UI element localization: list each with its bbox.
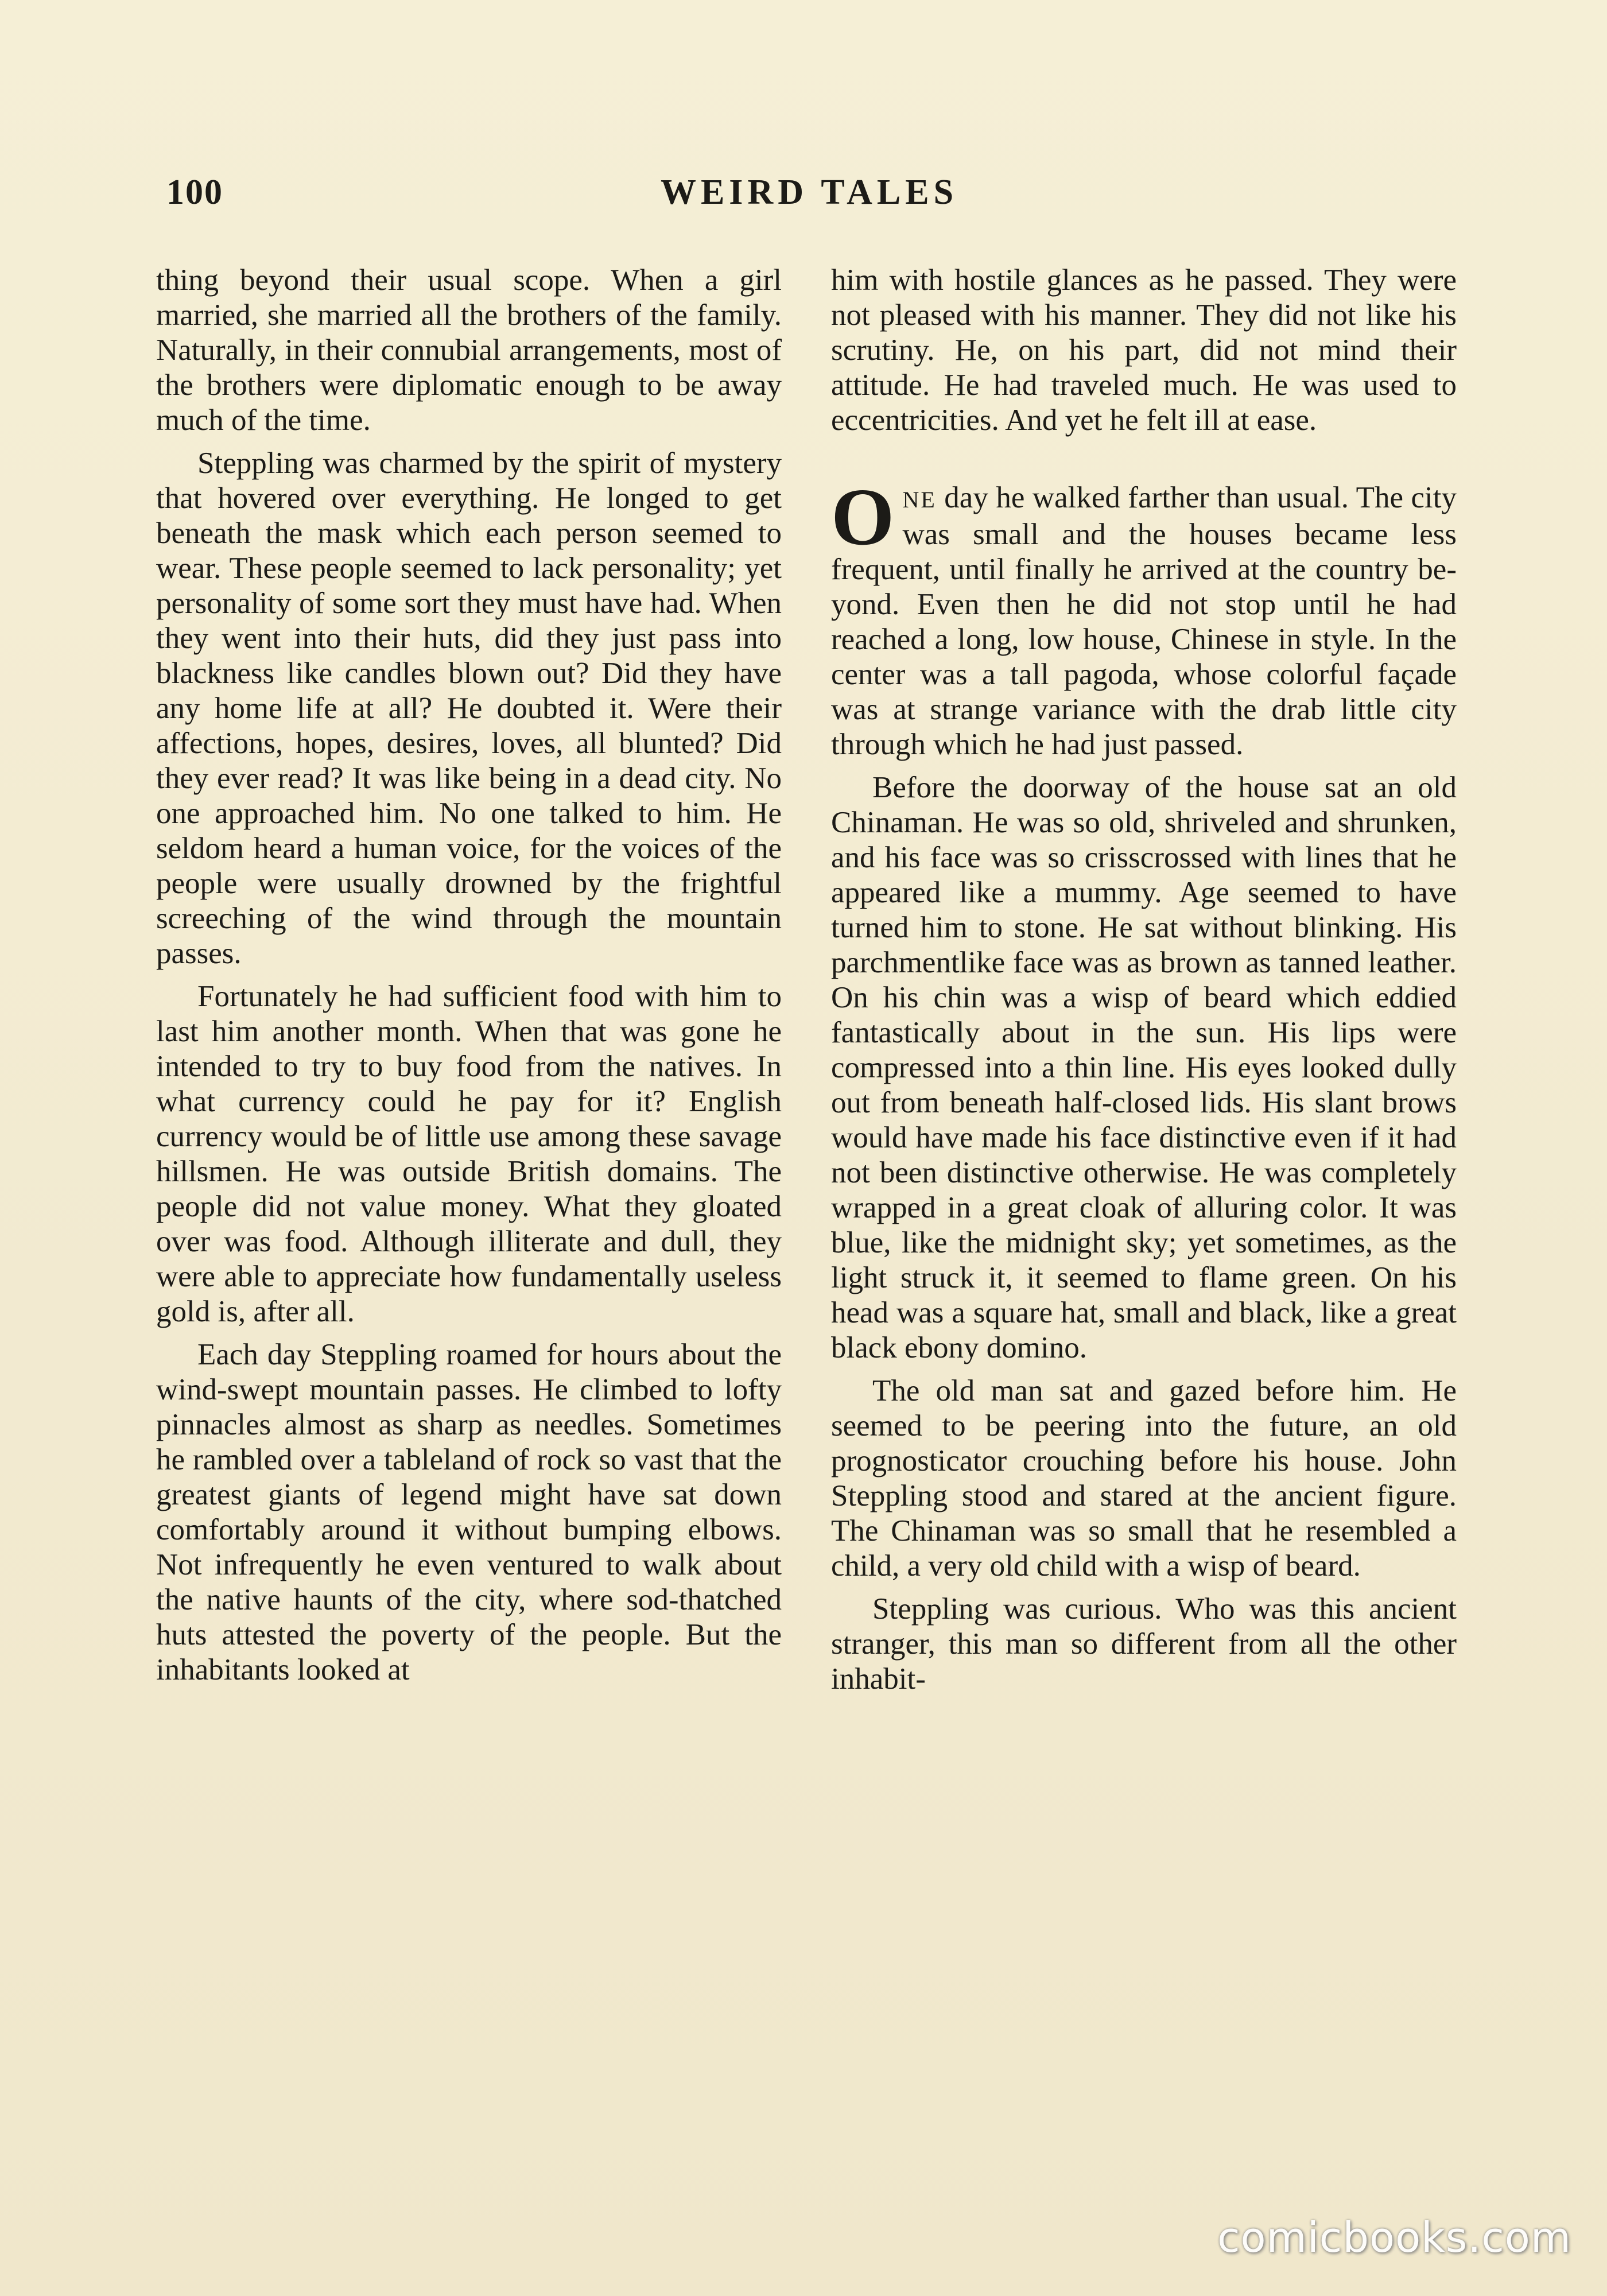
watermark: comicbooks.com <box>1217 2213 1571 2262</box>
paragraph: thing beyond their usual scope. When a girl married, she married all the brothers of the family. Naturally, in their connubial arrangements, most of the brothers were diplomatic enough to be away much of the time. <box>156 263 782 437</box>
paragraph: Each day Steppling roamed for hours about the wind-swept mountain passes. He climbed to lofty pinnacles almost as sharp as needles. Sometimes he rambled over a tableland of rock so vast that the greatest giants of legend might have sat down comfortably around it without bumping elbows. Not infrequently he even ventured to walk about the native haunts of the city, where sod-thatched huts attested the poverty of the people. But the inhabitants looked at <box>156 1338 782 1686</box>
paragraph-text: day he walked farther than usual. The city was small and the houses became less frequent, until finally he arrived at the country beyond. Even then he did not stop until he had reached a long, low house, Chinese in style. In the center was a tall pagoda, whose colorful façade was at strange variance with the drab little city through which he had just passed. <box>831 481 1457 761</box>
section-opening-paragraph <box>831 471 1457 762</box>
paragraph: Steppling was curious. Who was this ancient stranger, this man so different from all the other inhabit- <box>831 1592 1457 1696</box>
page-number: 100 <box>166 173 223 212</box>
paragraph: him with hostile glances as he passed. They were not pleased with his manner. They did not like his scrutiny. He, on his part, did not mind their attitude. He had traveled much. He was used to eccentricities. And yet he felt ill at ease. <box>831 263 1457 437</box>
page-header <box>166 172 1452 224</box>
paragraph: Steppling was charmed by the spirit of mystery that hovered over everything. He longed to get beneath the mask which each person seemed to wear. These people seemed to lack personality; yet personality of some sort they must have had. When they went into their huts, did they just pass into blackness like candles blown out? Did they have any home life at all? He doubted it. Were their affections, hopes, desires, loves, all blunted? Did they ever read? It was like being in a dead city. No one approached him. No one talked to him. He seldom heard a human voice, for the voices of the people were usually drowned by the frightful screeching of the wind through the mountain passes. <box>156 447 782 970</box>
paragraph: The old man sat and gazed before him. He seemed to be peering into the future, an old prognosticator crouching before his house. John Steppling stood and stared at the ancient figure. The Chinaman was so small that he resembled a child, a very old child with a wisp of beard. <box>831 1374 1457 1583</box>
paragraph: Before the doorway of the house sat an old Chinaman. He was so old, shriveled and shrunken, and his face was so crisscrossed with lines that he appeared like a mummy. Age seemed to have turned him to stone. He sat without blinking. His parchmentlike face was as brown as tanned leather. On his chin was a wisp of beard which eddied fantastically about in the sun. His lips were compressed into a thin line. His eyes looked dully out from beneath half-closed lids. His slant brows would have made his face distinctive even if it had not been distinctive otherwise. He was completely wrapped in a great cloak of alluring color. It was blue, like the midnight sky; yet sometimes, as the light struck it, it seemed to flame green. On his head was a square hat, small and black, like a great black ebony domino. <box>831 771 1457 1364</box>
drop-cap-smallcaps: NE <box>902 487 937 513</box>
left-column <box>156 263 782 1696</box>
paragraph: Fortunately he had sufficient food with him to last him another month. When that was gone he intended to try to buy food from the natives. In what currency could he pay for it? English currency would be of little use among these savage hillsmen. He was outside British domains. The people did not value money. What they gloated over was food. Although illiterate and dull, they were able to appreciate how fundamentally useless gold is, after all. <box>156 980 782 1328</box>
running-title: WEIRD TALES <box>660 173 958 212</box>
section-break <box>831 446 1457 480</box>
drop-cap: O <box>831 471 895 562</box>
right-column <box>831 263 1457 1705</box>
